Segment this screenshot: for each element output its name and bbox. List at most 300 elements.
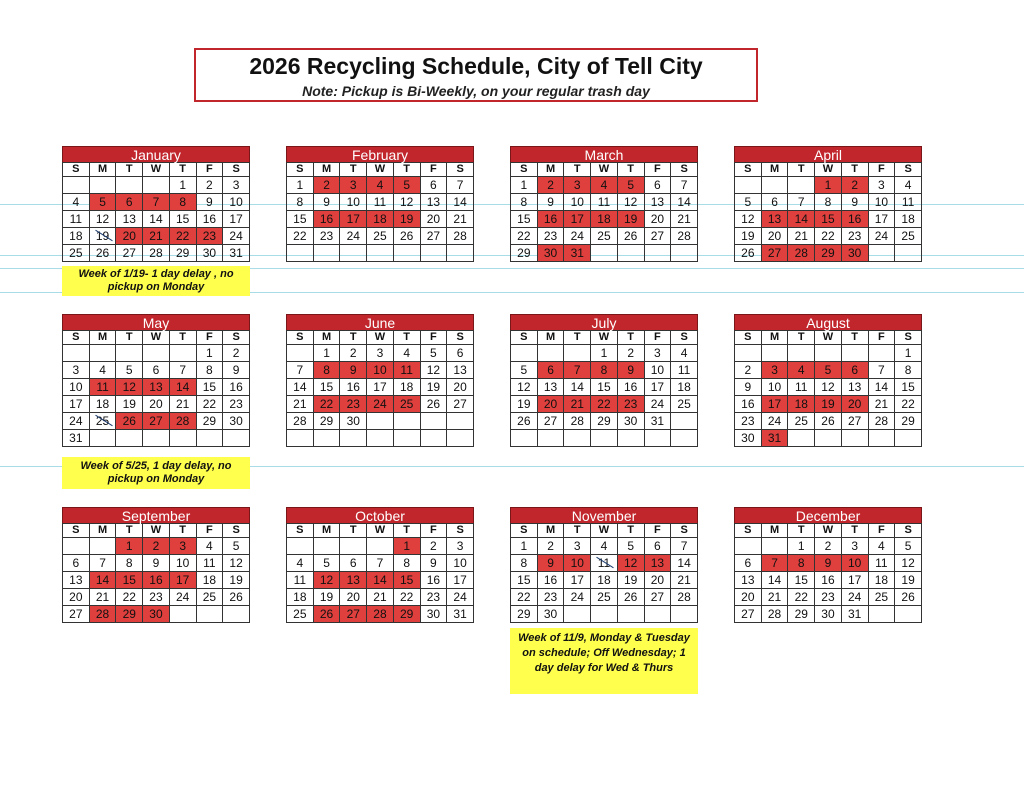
day-cell bbox=[591, 606, 618, 623]
month-march bbox=[510, 146, 698, 262]
day-header: F bbox=[420, 163, 447, 177]
week-row bbox=[511, 572, 698, 589]
day-cell: 19 bbox=[116, 396, 143, 413]
week-row bbox=[287, 538, 474, 555]
day-cell: 21 bbox=[89, 589, 116, 606]
pickup-day-cell: 21 bbox=[564, 396, 591, 413]
day-header: T bbox=[393, 524, 420, 538]
day-cell: 27 bbox=[841, 413, 868, 430]
day-header: S bbox=[287, 331, 314, 345]
day-cell bbox=[868, 345, 895, 362]
day-cell: 11 bbox=[788, 379, 815, 396]
day-cell bbox=[367, 413, 394, 430]
week-row bbox=[287, 413, 474, 430]
day-cell bbox=[671, 606, 698, 623]
month-header: July bbox=[510, 314, 698, 330]
week-row bbox=[511, 177, 698, 194]
pickup-day-cell: 19 bbox=[815, 396, 842, 413]
day-cell: 12 bbox=[89, 211, 116, 228]
day-cell: 10 bbox=[223, 194, 250, 211]
week-row bbox=[511, 228, 698, 245]
day-cell: 17 bbox=[223, 211, 250, 228]
week-row bbox=[735, 396, 922, 413]
month-table bbox=[734, 523, 922, 623]
month-table bbox=[510, 330, 698, 447]
day-cell: 1 bbox=[287, 177, 314, 194]
month-january bbox=[62, 146, 250, 262]
month-december bbox=[734, 507, 922, 623]
day-cell: 28 bbox=[564, 413, 591, 430]
day-cell: 5 bbox=[895, 538, 922, 555]
pickup-day-cell: 7 bbox=[143, 194, 170, 211]
day-cell: 20 bbox=[143, 396, 170, 413]
day-cell: 29 bbox=[511, 245, 538, 262]
week-row bbox=[735, 606, 922, 623]
day-header: M bbox=[313, 163, 340, 177]
day-header: S bbox=[895, 331, 922, 345]
day-cell: 3 bbox=[841, 538, 868, 555]
pickup-day-cell: 13 bbox=[340, 572, 367, 589]
month-header: April bbox=[734, 146, 922, 162]
day-cell: 28 bbox=[671, 228, 698, 245]
day-cell bbox=[196, 430, 223, 447]
day-cell: 6 bbox=[63, 555, 90, 572]
day-cell: 18 bbox=[196, 572, 223, 589]
week-row bbox=[511, 379, 698, 396]
week-row bbox=[63, 379, 250, 396]
pickup-day-cell: 13 bbox=[761, 211, 788, 228]
day-cell: 22 bbox=[116, 589, 143, 606]
day-cell: 19 bbox=[420, 379, 447, 396]
day-cell bbox=[116, 177, 143, 194]
day-cell: 20 bbox=[447, 379, 474, 396]
day-cell bbox=[868, 606, 895, 623]
pickup-day-cell: 30 bbox=[841, 245, 868, 262]
pickup-day-cell: 28 bbox=[89, 606, 116, 623]
day-cell: 26 bbox=[815, 413, 842, 430]
day-header: T bbox=[116, 163, 143, 177]
pickup-day-cell: 1 bbox=[815, 177, 842, 194]
day-cell: 8 bbox=[511, 194, 538, 211]
day-cell: 27 bbox=[447, 396, 474, 413]
day-cell: 7 bbox=[169, 362, 196, 379]
day-cell: 23 bbox=[735, 413, 762, 430]
pickup-day-cell: 6 bbox=[841, 362, 868, 379]
day-cell: 23 bbox=[313, 228, 340, 245]
day-cell: 30 bbox=[537, 606, 564, 623]
day-cell: 3 bbox=[644, 345, 671, 362]
page-subtitle: Note: Pickup is Bi-Weekly, on your regular trash day bbox=[302, 83, 650, 99]
day-header: F bbox=[196, 524, 223, 538]
day-cell: 11 bbox=[287, 572, 314, 589]
pickup-day-cell: 12 bbox=[116, 379, 143, 396]
day-cell: 28 bbox=[143, 245, 170, 262]
day-cell: 10 bbox=[169, 555, 196, 572]
day-cell bbox=[788, 430, 815, 447]
pickup-day-cell: 16 bbox=[313, 211, 340, 228]
day-header: S bbox=[671, 331, 698, 345]
day-cell: 29 bbox=[591, 413, 618, 430]
day-header: T bbox=[617, 163, 644, 177]
pickup-day-cell: 10 bbox=[367, 362, 394, 379]
day-cell: 1 bbox=[591, 345, 618, 362]
day-cell: 1 bbox=[196, 345, 223, 362]
day-cell: 9 bbox=[735, 379, 762, 396]
pickup-day-cell: 31 bbox=[761, 430, 788, 447]
week-row bbox=[735, 413, 922, 430]
day-header: M bbox=[89, 524, 116, 538]
day-header: W bbox=[367, 524, 394, 538]
week-row bbox=[511, 396, 698, 413]
week-row bbox=[63, 345, 250, 362]
day-cell bbox=[841, 345, 868, 362]
day-cell bbox=[868, 430, 895, 447]
day-header: W bbox=[815, 331, 842, 345]
day-cell bbox=[313, 538, 340, 555]
week-row bbox=[287, 606, 474, 623]
pickup-day-cell: 29 bbox=[116, 606, 143, 623]
day-cell bbox=[143, 345, 170, 362]
pickup-day-cell: 8 bbox=[169, 194, 196, 211]
week-row bbox=[511, 194, 698, 211]
day-header: F bbox=[420, 524, 447, 538]
day-header: M bbox=[537, 163, 564, 177]
day-cell bbox=[735, 538, 762, 555]
day-cell bbox=[671, 430, 698, 447]
day-cell: 26 bbox=[735, 245, 762, 262]
day-cell: 12 bbox=[420, 362, 447, 379]
pickup-day-cell: 3 bbox=[169, 538, 196, 555]
day-cell: 14 bbox=[761, 572, 788, 589]
day-cell: 3 bbox=[223, 177, 250, 194]
day-header: S bbox=[447, 331, 474, 345]
day-cell: 7 bbox=[671, 177, 698, 194]
day-cell: 1 bbox=[511, 177, 538, 194]
day-cell: 9 bbox=[537, 194, 564, 211]
week-row bbox=[511, 555, 698, 572]
pickup-day-cell: 7 bbox=[761, 555, 788, 572]
day-cell bbox=[841, 430, 868, 447]
pickup-day-cell: 27 bbox=[340, 606, 367, 623]
day-cell bbox=[644, 606, 671, 623]
day-cell: 5 bbox=[313, 555, 340, 572]
day-cell: 13 bbox=[420, 194, 447, 211]
pickup-day-cell: 28 bbox=[169, 413, 196, 430]
pickup-day-cell: 22 bbox=[591, 396, 618, 413]
week-row bbox=[735, 589, 922, 606]
week-row bbox=[287, 245, 474, 262]
day-header: S bbox=[735, 163, 762, 177]
day-cell: 16 bbox=[735, 396, 762, 413]
day-cell bbox=[537, 345, 564, 362]
pickup-day-cell: 11 bbox=[89, 379, 116, 396]
day-cell bbox=[340, 430, 367, 447]
day-cell: 21 bbox=[447, 211, 474, 228]
day-cell bbox=[63, 177, 90, 194]
day-cell bbox=[223, 430, 250, 447]
week-row bbox=[511, 362, 698, 379]
pickup-day-cell: 27 bbox=[143, 413, 170, 430]
week-row bbox=[287, 211, 474, 228]
pickup-day-cell: 8 bbox=[313, 362, 340, 379]
week-row bbox=[287, 194, 474, 211]
month-table bbox=[286, 523, 474, 623]
day-header: T bbox=[788, 163, 815, 177]
day-cell: 8 bbox=[511, 555, 538, 572]
pickup-day-cell: 9 bbox=[340, 362, 367, 379]
day-header: T bbox=[169, 163, 196, 177]
day-cell: 14 bbox=[143, 211, 170, 228]
pickup-day-cell: 3 bbox=[340, 177, 367, 194]
day-cell bbox=[287, 245, 314, 262]
day-cell bbox=[420, 413, 447, 430]
pickup-day-cell: 5 bbox=[89, 194, 116, 211]
day-cell: 5 bbox=[511, 362, 538, 379]
day-cell: 13 bbox=[841, 379, 868, 396]
day-header: W bbox=[591, 163, 618, 177]
pickup-day-cell: 4 bbox=[788, 362, 815, 379]
day-header: T bbox=[788, 331, 815, 345]
day-cell: 15 bbox=[313, 379, 340, 396]
day-cell bbox=[815, 345, 842, 362]
pickup-day-cell: 25 bbox=[393, 396, 420, 413]
day-cell: 11 bbox=[196, 555, 223, 572]
day-cell: 20 bbox=[63, 589, 90, 606]
day-cell: 5 bbox=[223, 538, 250, 555]
pickup-day-cell: 16 bbox=[143, 572, 170, 589]
day-cell: 4 bbox=[287, 555, 314, 572]
day-cell: 24 bbox=[223, 228, 250, 245]
week-row bbox=[511, 211, 698, 228]
day-cell bbox=[511, 430, 538, 447]
day-header: S bbox=[511, 163, 538, 177]
day-cell bbox=[287, 345, 314, 362]
day-header: W bbox=[143, 163, 170, 177]
day-cell: 23 bbox=[223, 396, 250, 413]
day-cell bbox=[63, 538, 90, 555]
day-cell: 15 bbox=[511, 211, 538, 228]
week-row bbox=[287, 589, 474, 606]
day-cell: 4 bbox=[868, 538, 895, 555]
day-cell bbox=[671, 245, 698, 262]
day-cell: 6 bbox=[644, 177, 671, 194]
day-cell: 19 bbox=[313, 589, 340, 606]
day-cell: 4 bbox=[671, 345, 698, 362]
week-row bbox=[735, 194, 922, 211]
day-cell: 16 bbox=[340, 379, 367, 396]
week-row bbox=[287, 228, 474, 245]
day-cell: 15 bbox=[511, 572, 538, 589]
day-cell: 19 bbox=[735, 228, 762, 245]
day-header: W bbox=[143, 524, 170, 538]
day-cell: 30 bbox=[735, 430, 762, 447]
day-header: T bbox=[841, 331, 868, 345]
day-cell bbox=[591, 245, 618, 262]
day-cell: 19 bbox=[617, 572, 644, 589]
day-cell: 10 bbox=[761, 379, 788, 396]
day-cell bbox=[895, 245, 922, 262]
pickup-day-cell: 23 bbox=[340, 396, 367, 413]
day-cell: 15 bbox=[169, 211, 196, 228]
day-header: T bbox=[116, 524, 143, 538]
month-table bbox=[62, 330, 250, 447]
day-header: T bbox=[393, 331, 420, 345]
pickup-day-cell: 16 bbox=[537, 211, 564, 228]
week-row bbox=[511, 538, 698, 555]
day-cell bbox=[287, 430, 314, 447]
day-cell: 21 bbox=[761, 589, 788, 606]
day-cell: 26 bbox=[393, 228, 420, 245]
day-header: M bbox=[761, 163, 788, 177]
day-header: F bbox=[868, 331, 895, 345]
day-cell: 15 bbox=[591, 379, 618, 396]
day-cell: 20 bbox=[761, 228, 788, 245]
day-header: S bbox=[287, 524, 314, 538]
day-cell: 1 bbox=[511, 538, 538, 555]
day-cell bbox=[420, 430, 447, 447]
day-cell bbox=[895, 606, 922, 623]
day-header: W bbox=[815, 524, 842, 538]
day-cell: 23 bbox=[537, 589, 564, 606]
pickup-day-cell: 22 bbox=[313, 396, 340, 413]
day-cell bbox=[564, 430, 591, 447]
day-cell: 30 bbox=[340, 413, 367, 430]
day-cell: 6 bbox=[143, 362, 170, 379]
note-november: Week of 11/9, Monday & Tuesday on schedule; Off Wednesday; 1 day delay for Wed & Thurs bbox=[510, 628, 698, 694]
day-cell: 9 bbox=[143, 555, 170, 572]
day-cell: 15 bbox=[895, 379, 922, 396]
day-cell: 8 bbox=[196, 362, 223, 379]
day-header: T bbox=[169, 524, 196, 538]
day-cell bbox=[671, 413, 698, 430]
week-row bbox=[63, 396, 250, 413]
day-cell: 27 bbox=[644, 589, 671, 606]
week-row bbox=[735, 430, 922, 447]
day-cell: 29 bbox=[313, 413, 340, 430]
pickup-day-cell: 5 bbox=[617, 177, 644, 194]
day-cell: 4 bbox=[895, 177, 922, 194]
day-cell: 12 bbox=[511, 379, 538, 396]
day-cell: 24 bbox=[564, 589, 591, 606]
day-cell: 1 bbox=[313, 345, 340, 362]
day-cell: 31 bbox=[223, 245, 250, 262]
day-cell: 6 bbox=[420, 177, 447, 194]
day-cell bbox=[169, 430, 196, 447]
week-row bbox=[63, 606, 250, 623]
pickup-day-cell: 17 bbox=[761, 396, 788, 413]
pickup-day-cell: 14 bbox=[367, 572, 394, 589]
day-cell: 14 bbox=[868, 379, 895, 396]
day-header: S bbox=[895, 163, 922, 177]
day-cell: 4 bbox=[63, 194, 90, 211]
day-cell: 29 bbox=[511, 606, 538, 623]
pickup-day-cell: 15 bbox=[815, 211, 842, 228]
day-cell: 26 bbox=[511, 413, 538, 430]
day-cell: 20 bbox=[644, 211, 671, 228]
month-header: December bbox=[734, 507, 922, 523]
month-july bbox=[510, 314, 698, 447]
pickup-day-cell: 2 bbox=[841, 177, 868, 194]
day-header: S bbox=[223, 331, 250, 345]
day-header: S bbox=[447, 524, 474, 538]
day-cell bbox=[761, 538, 788, 555]
day-cell: 4 bbox=[196, 538, 223, 555]
pickup-day-cell: 30 bbox=[537, 245, 564, 262]
day-cell bbox=[511, 345, 538, 362]
day-cell: 2 bbox=[420, 538, 447, 555]
pickup-day-cell: 28 bbox=[367, 606, 394, 623]
day-cell: 6 bbox=[644, 538, 671, 555]
pickup-day-cell: 27 bbox=[761, 245, 788, 262]
week-row bbox=[511, 345, 698, 362]
day-cell: 6 bbox=[735, 555, 762, 572]
day-header: T bbox=[340, 524, 367, 538]
day-cell: 31 bbox=[841, 606, 868, 623]
pickup-day-cell: 31 bbox=[564, 245, 591, 262]
day-cell: 25 bbox=[196, 589, 223, 606]
day-header: W bbox=[143, 331, 170, 345]
day-cell bbox=[313, 245, 340, 262]
title-box bbox=[194, 48, 758, 102]
day-cell bbox=[644, 245, 671, 262]
month-header: May bbox=[62, 314, 250, 330]
pickup-day-cell: 7 bbox=[564, 362, 591, 379]
week-row bbox=[63, 413, 250, 430]
day-cell: 18 bbox=[591, 572, 618, 589]
day-cell: 11 bbox=[868, 555, 895, 572]
day-cell: 17 bbox=[841, 572, 868, 589]
month-table bbox=[510, 162, 698, 262]
day-cell bbox=[564, 345, 591, 362]
day-header: F bbox=[868, 163, 895, 177]
pickup-day-cell: 1 bbox=[393, 538, 420, 555]
week-row bbox=[63, 211, 250, 228]
day-cell: 11 bbox=[367, 194, 394, 211]
day-cell: 24 bbox=[841, 589, 868, 606]
day-cell: 23 bbox=[143, 589, 170, 606]
day-cell bbox=[591, 430, 618, 447]
pickup-day-cell: 29 bbox=[393, 606, 420, 623]
day-cell: 25 bbox=[895, 228, 922, 245]
week-row bbox=[735, 211, 922, 228]
day-cell: 24 bbox=[169, 589, 196, 606]
day-header: S bbox=[223, 524, 250, 538]
day-cell bbox=[143, 430, 170, 447]
pickup-day-cell: 1 bbox=[116, 538, 143, 555]
day-cell: 6 bbox=[761, 194, 788, 211]
day-header: M bbox=[89, 331, 116, 345]
month-april bbox=[734, 146, 922, 262]
day-cell: 17 bbox=[868, 211, 895, 228]
day-cell: 2 bbox=[815, 538, 842, 555]
day-cell bbox=[223, 606, 250, 623]
pickup-day-cell: 20 bbox=[841, 396, 868, 413]
day-cell: 25 bbox=[671, 396, 698, 413]
month-may bbox=[62, 314, 250, 447]
pickup-day-cell: 9 bbox=[617, 362, 644, 379]
day-cell: 5 bbox=[116, 362, 143, 379]
day-cell bbox=[89, 345, 116, 362]
month-table bbox=[62, 162, 250, 262]
day-cell: 8 bbox=[895, 362, 922, 379]
day-cell: 2 bbox=[735, 362, 762, 379]
day-cell: 24 bbox=[761, 413, 788, 430]
day-header: T bbox=[564, 163, 591, 177]
day-header: F bbox=[420, 331, 447, 345]
week-row bbox=[735, 177, 922, 194]
day-cell: 27 bbox=[644, 228, 671, 245]
day-cell: 22 bbox=[393, 589, 420, 606]
